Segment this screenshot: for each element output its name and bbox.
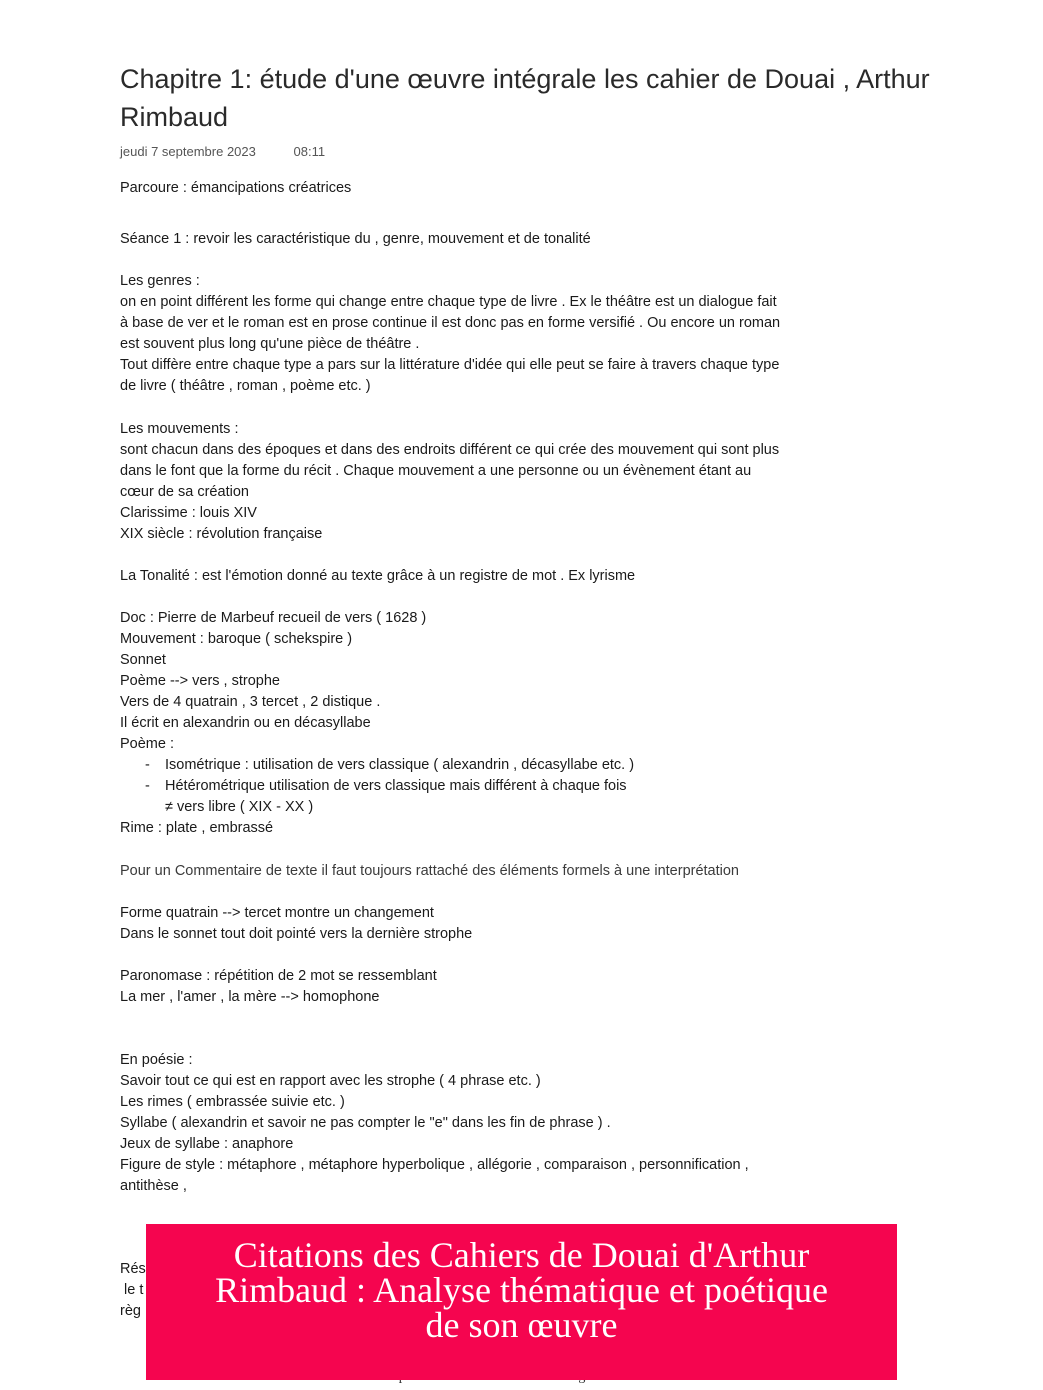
text-line: Rime : plate , embrassé: [120, 820, 274, 836]
document-time: 08:11: [293, 144, 326, 159]
text-line: Poème --> vers , strophe: [120, 673, 280, 689]
text-line: est souvent plus long qu'une pièce de théâtre .: [120, 336, 420, 352]
bullet-dash: -: [145, 757, 150, 773]
text-line: Poème :: [120, 736, 174, 752]
text-line: à base de ver et le roman est en prose continue il est donc pas en forme versifié . Ou encore un roman: [120, 315, 781, 331]
text-line: Sonnet: [120, 652, 166, 668]
partial-text: règ: [120, 1303, 141, 1319]
text-line: Vers de 4 quatrain , 3 tercet , 2 distique .: [120, 694, 381, 710]
document-title: Chapitre 1: étude d'une œuvre intégrale les cahier de Douai , Arthur Rimbaud: [120, 64, 930, 132]
list-item-text: Isométrique : utilisation de vers classique ( alexandrin , décasyllabe etc. ): [165, 757, 635, 773]
text-line: Tout diffère entre chaque type a pars sur la littérature d'idée qui elle peut se faire à travers chaque type: [120, 357, 780, 373]
document-date: jeudi 7 septembre 2023: [120, 144, 256, 159]
text-line: Syllabe ( alexandrin et savoir ne pas compter le "e" dans les fin de phrase ) .: [120, 1115, 611, 1131]
text-line: Parcoure : émancipations créatrices: [120, 180, 352, 196]
text-line: Il écrit en alexandrin ou en décasyllabe: [120, 715, 371, 731]
title-banner: [146, 1224, 897, 1380]
document-meta: [120, 144, 325, 159]
text-line: Les mouvements :: [120, 421, 239, 437]
text-line: Paronomase : répétition de 2 mot se ressemblant: [120, 968, 437, 984]
text-line: En poésie :: [120, 1052, 193, 1068]
text-line: Les genres :: [120, 273, 200, 289]
text-line: La Tonalité : est l'émotion donné au texte grâce à un registre de mot . Ex lyrisme: [120, 568, 636, 584]
list-item: [145, 776, 627, 797]
text-line: Jeux de syllabe : anaphore: [120, 1136, 294, 1152]
text-line: sont chacun dans des époques et dans des endroits différent ce qui crée des mouvement qui sont plus: [120, 442, 780, 458]
text-line: on en point différent les forme qui change entre chaque type de livre . Ex le théâtre est un dialogue fait: [120, 294, 777, 310]
list-item-text: Hétérométrique utilisation de vers classique mais différent à chaque fois: [165, 778, 627, 794]
text-line: antithèse ,: [120, 1178, 187, 1194]
text-line: Forme quatrain --> tercet montre un changement: [120, 905, 434, 921]
text-line: Clarissime : louis XIV: [120, 505, 257, 521]
text-line: Figure de style : métaphore , métaphore hyperbolique , allégorie , comparaison , personnification ,: [120, 1157, 749, 1173]
text-line: dans le font que la forme du récit . Chaque mouvement a une personne ou un évènement étant au: [120, 463, 752, 479]
text-line: Les rimes ( embrassée suivie etc. ): [120, 1094, 345, 1110]
text-line: La mer , l'amer , la mère --> homophone: [120, 989, 380, 1005]
text-line: Dans le sonnet tout doit pointé vers la dernière strophe: [120, 926, 473, 942]
text-line: Mouvement : baroque ( schekspire ): [120, 631, 353, 647]
text-line: Séance 1 : revoir les caractéristique du , genre, mouvement et de tonalité: [120, 231, 591, 247]
bullet-dash: -: [145, 778, 150, 794]
partial-text: Rés: [120, 1261, 146, 1277]
text-line: XIX siècle : révolution française: [120, 526, 323, 542]
text-line: Doc : Pierre de Marbeuf recueil de vers ( 1628 ): [120, 610, 427, 626]
text-line: Savoir tout ce qui est en rapport avec les strophe ( 4 phrase etc. ): [120, 1073, 541, 1089]
text-line: cœur de sa création: [120, 484, 249, 500]
banner-title: Citations des Cahiers de Douai d'Arthur Rimbaud : Analyse thématique et poétique de son œuvre: [215, 1235, 828, 1345]
text-line: Pour un Commentaire de texte il faut toujours rattaché des éléments formels à une interprétation: [120, 863, 739, 879]
partial-text: le t: [124, 1282, 144, 1298]
list-item: [145, 755, 634, 776]
text-line: ≠ vers libre ( XIX - XX ): [165, 799, 314, 815]
text-line: de livre ( théâtre , roman , poème etc. ): [120, 378, 371, 394]
